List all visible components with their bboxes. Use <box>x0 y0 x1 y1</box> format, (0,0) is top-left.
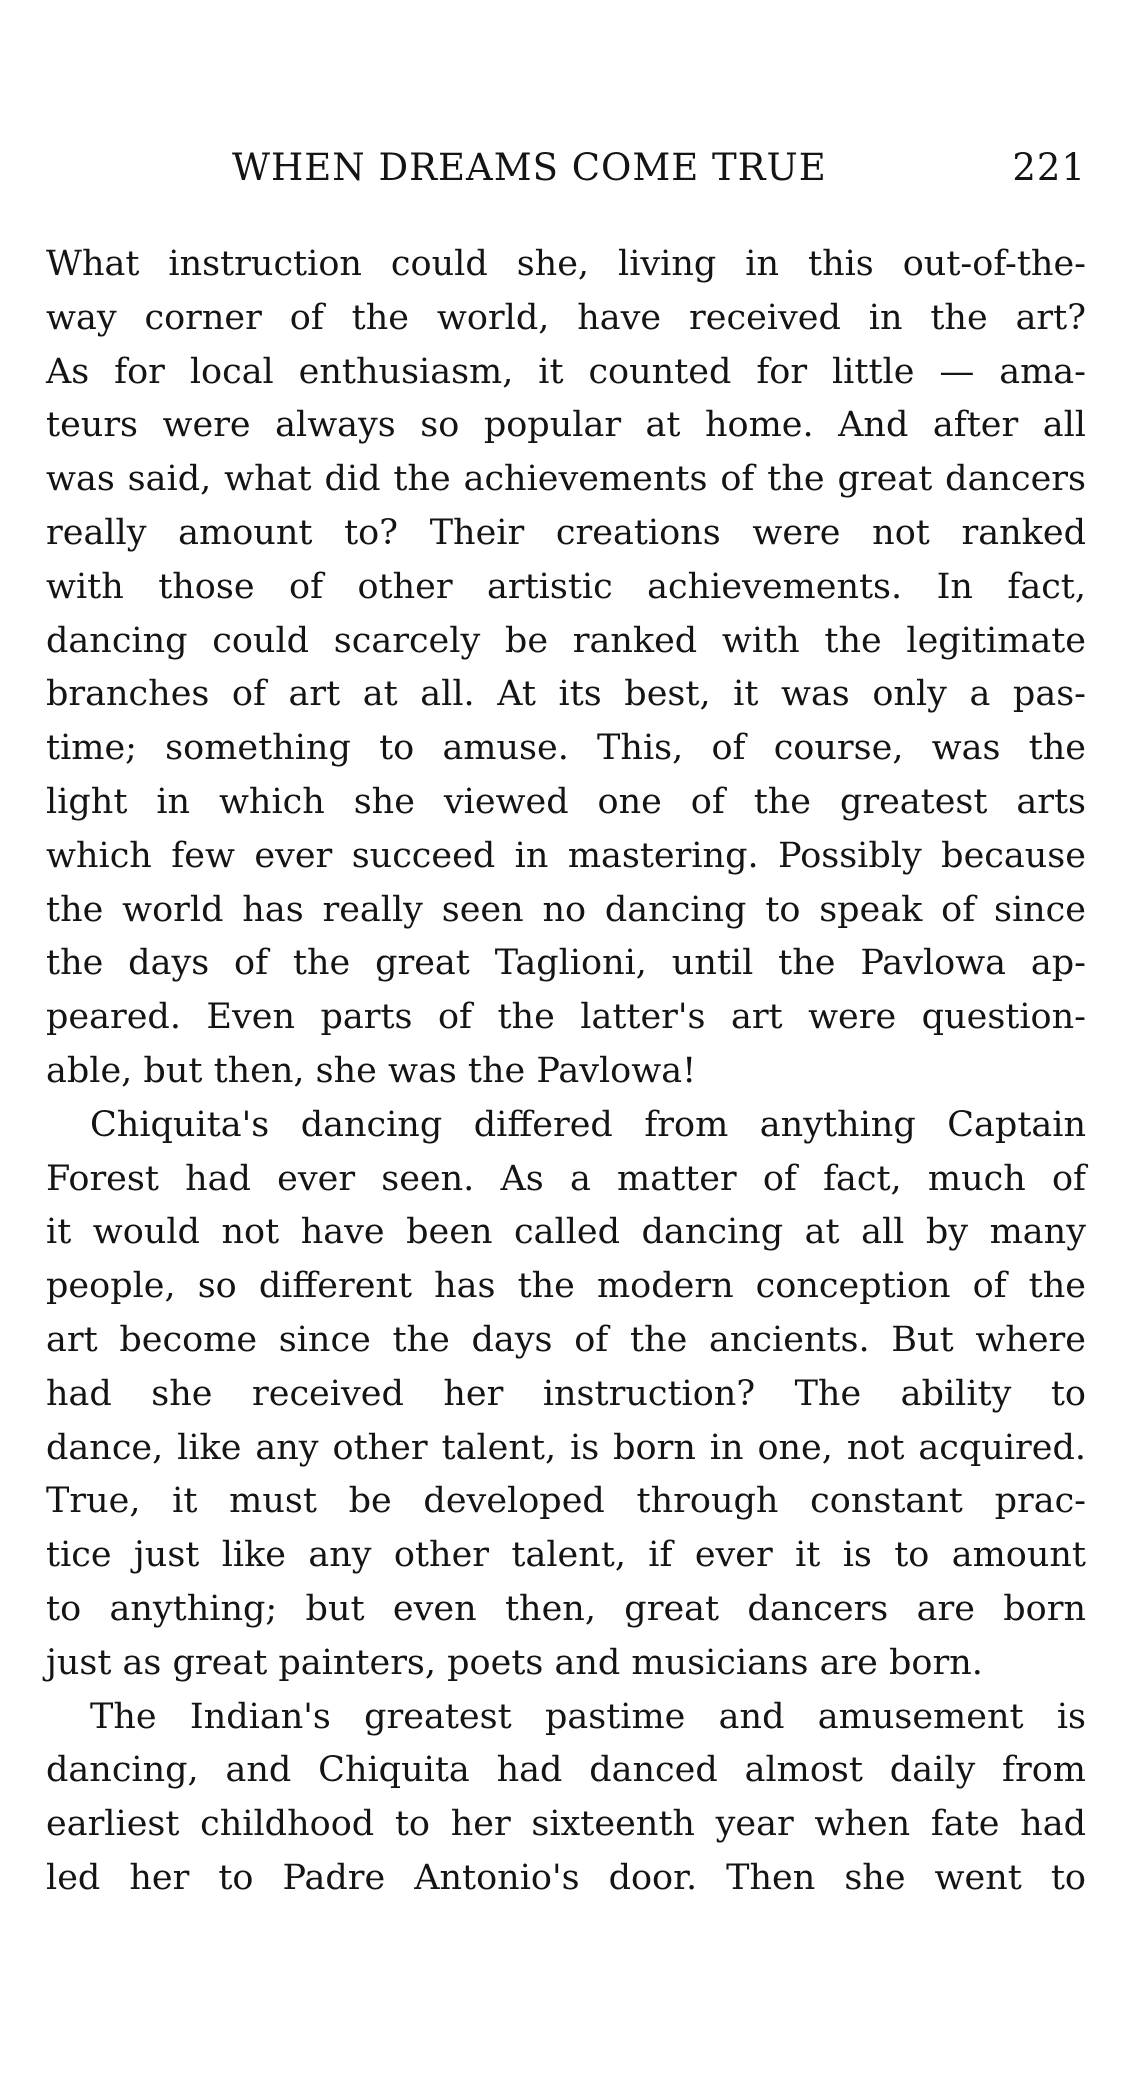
running-title: WHEN DREAMS COME TRUE <box>232 146 827 189</box>
text-line: art become since the days of the ancients. But where <box>46 1319 1086 1360</box>
text-line: really amount to? Their creations were not ranked <box>46 512 1086 553</box>
text-line: to anything; but even then, great dancers are born <box>46 1588 1086 1629</box>
text-line: had she received her instruction? The ability to <box>46 1373 1086 1414</box>
text-line: As for local enthusiasm, it counted for little — ama- <box>46 351 1086 392</box>
text-line: Chiquita's dancing differed from anything Captain <box>90 1104 1086 1145</box>
text-line: peared. Even parts of the latter's art were question- <box>46 997 1086 1038</box>
text-line: Forest had ever seen. As a matter of fact, much of <box>46 1158 1086 1199</box>
text-line: able, but then, she was the Pavlowa! <box>46 1050 697 1091</box>
text-line: led her to Padre Antonio's door. Then she went to <box>46 1857 1086 1898</box>
text-line: dancing, and Chiquita had danced almost daily from <box>46 1750 1086 1791</box>
text-line: just as great painters, poets and musicians are born. <box>46 1642 983 1683</box>
text-line: it would not have been called dancing at all by many <box>46 1212 1086 1253</box>
text-line: branches of art at all. At its best, it was only a pas- <box>46 674 1086 715</box>
text-line: earliest childhood to her sixteenth year when fate had <box>46 1804 1086 1845</box>
text-line: What instruction could she, living in this out-of-the- <box>46 244 1086 284</box>
text-line: The Indian's greatest pastime and amusement is <box>90 1696 1086 1737</box>
page-number: 221 <box>1012 146 1086 189</box>
text-line: teurs were always so popular at home. And after all <box>46 405 1086 446</box>
text-line: True, it must be developed through constant prac- <box>46 1481 1086 1522</box>
text-line: way corner of the world, have received in the art? <box>46 297 1086 338</box>
text-line: which few ever succeed in mastering. Possibly because <box>46 835 1086 876</box>
text-line: people, so different has the modern conception of the <box>46 1266 1086 1307</box>
body-text <box>46 238 1086 1906</box>
text-line: was said, what did the achievements of the great dancers <box>46 459 1086 500</box>
text-line: tice just like any other talent, if ever it is to amount <box>46 1535 1086 1576</box>
text-line: time; something to amuse. This, of course, was the <box>46 728 1086 769</box>
text-line: dancing could scarcely be ranked with the legitimate <box>46 620 1086 661</box>
text-line: light in which she viewed one of the greatest arts <box>46 781 1086 822</box>
text-line: dance, like any other talent, is born in one, not acquired. <box>46 1427 1086 1468</box>
text-line: the world has really seen no dancing to speak of since <box>46 889 1086 930</box>
text-line: with those of other artistic achievements. In fact, <box>46 566 1086 607</box>
text-line: the days of the great Taglioni, until the Pavlowa ap- <box>46 943 1086 984</box>
page-header <box>232 146 1086 196</box>
